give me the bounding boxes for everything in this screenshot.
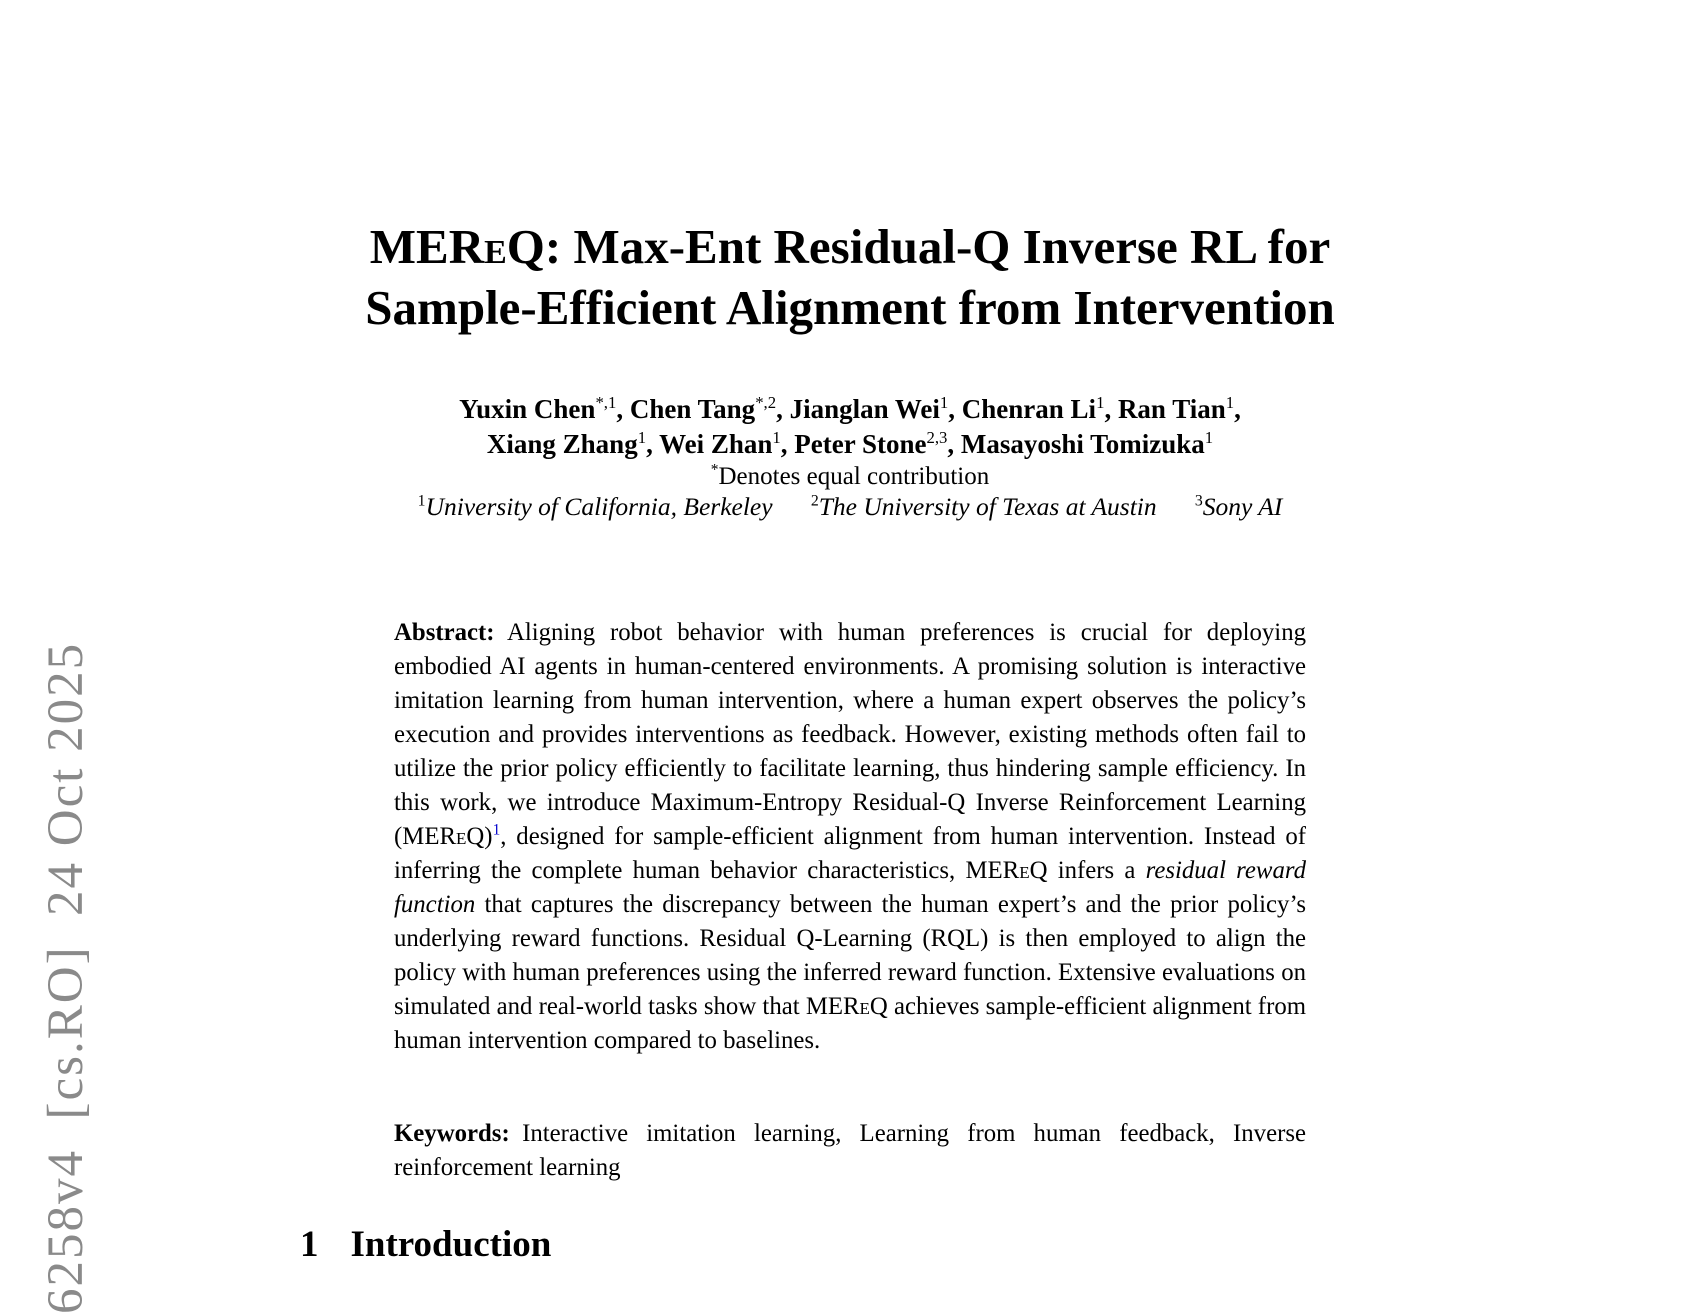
arxiv-watermark: 6258v4 [cs.RO] 24 Oct 2025 — [38, 641, 94, 1314]
section-heading — [300, 1223, 551, 1267]
text-segment: , Chenran Li — [948, 394, 1097, 424]
paper-title-line-2: Sample-Efficient Alignment from Intervention — [365, 280, 1335, 335]
affiliations — [0, 491, 1700, 522]
text-segment: * — [710, 461, 719, 479]
text-segment: 2,3 — [926, 428, 948, 447]
text-segment: residual reward function — [394, 857, 1306, 918]
text-segment: Denotes equal contribution — [718, 463, 990, 490]
section-number: 1 — [300, 1224, 319, 1265]
text-segment: that captures the discrepancy between the human expert’s and the prior policy’s underlying reward functions. Residual Q-Learning (RQL) is then employed to align the policy with human preferences using the inferred reward function. Extensive evaluations on simulated and real-world tasks show that — [394, 891, 1306, 1020]
text-segment: ) — [484, 823, 493, 850]
text-segment: Aligning robot behavior with human preferences is crucial for deploying embodied AI agents in human-centered environments. A promising solution is interactive imitation learning from human intervention, where a human expert observes the policy’s execution and provides interventions as feedback. However, existing methods often fail to utilize the prior policy efficiently to facilitate learning, thus hindering sample efficiency. In this work, we introduce Maximum-Entropy Residual-Q Inverse Reinforcement Learning ( — [394, 619, 1306, 850]
text-segment: 1 — [772, 428, 781, 447]
text-segment: Sony AI — [1202, 492, 1283, 521]
text-segment: Yuxin Chen — [459, 394, 596, 424]
abstract-paragraph — [394, 616, 1306, 1058]
text-segment: 1 — [939, 393, 949, 412]
text-segment: achieves sample-efficient alignment from human intervention compared to baselines. — [394, 993, 1307, 1054]
text-segment: 1 — [1225, 393, 1235, 412]
text-segment: MEReQ — [402, 823, 485, 850]
keywords-label: Keywords: — [394, 1120, 510, 1147]
text-segment: Xiang Zhang — [486, 429, 638, 459]
text-segment: 1 — [1096, 393, 1105, 412]
title-wordmark: MEReQ — [369, 219, 545, 274]
keywords-paragraph — [394, 1117, 1306, 1185]
text-segment: MEReQ — [965, 857, 1048, 884]
text-segment: , Masayoshi Tomizuka — [947, 429, 1205, 459]
text-segment: infers a — [1047, 857, 1146, 884]
text-segment: , designed for sample-efficient alignment from human intervention. Instead of inferring the complete human behavior characteristics, — [394, 823, 1306, 884]
equal-contribution-note — [0, 462, 1700, 492]
text-segment — [1157, 492, 1195, 521]
text-segment: : Max-Ent Residual-Q Inverse RL for — [544, 219, 1331, 274]
text-segment: 1 — [1204, 428, 1214, 447]
text-segment: 1 — [637, 428, 647, 447]
text-segment: MEReQ — [805, 993, 888, 1020]
text-segment: *,2 — [755, 393, 777, 412]
text-segment: , Peter Stone — [780, 429, 927, 459]
text-segment: , — [1234, 394, 1241, 424]
footnote-1-marker: 1 — [492, 821, 501, 839]
authors-line-1 — [0, 393, 1700, 426]
authors-line-2 — [0, 428, 1700, 461]
paper-title — [0, 216, 1700, 338]
text-segment: 2 — [810, 492, 819, 510]
text-segment: , Ran Tian — [1104, 394, 1226, 424]
text-segment: University of California, Berkeley — [425, 492, 773, 521]
text-segment: , Wei Zhan — [646, 429, 773, 459]
text-segment: 1 — [417, 492, 426, 510]
text-segment: The University of Texas at Austin — [818, 492, 1157, 521]
text-segment: , Chen Tang — [616, 394, 756, 424]
text-segment: Interactive imitation learning, Learning from human feedback, Inverse reinforcement learning — [394, 1120, 1306, 1181]
text-segment: , Jianglan Wei — [776, 394, 940, 424]
paper-title-line-1 — [0, 216, 1700, 277]
text-segment: 3 — [1194, 492, 1203, 510]
section-title: Introduction — [350, 1224, 552, 1265]
abstract-label: Abstract: — [394, 619, 495, 646]
text-segment — [773, 492, 811, 521]
text-segment: *,1 — [595, 393, 617, 412]
